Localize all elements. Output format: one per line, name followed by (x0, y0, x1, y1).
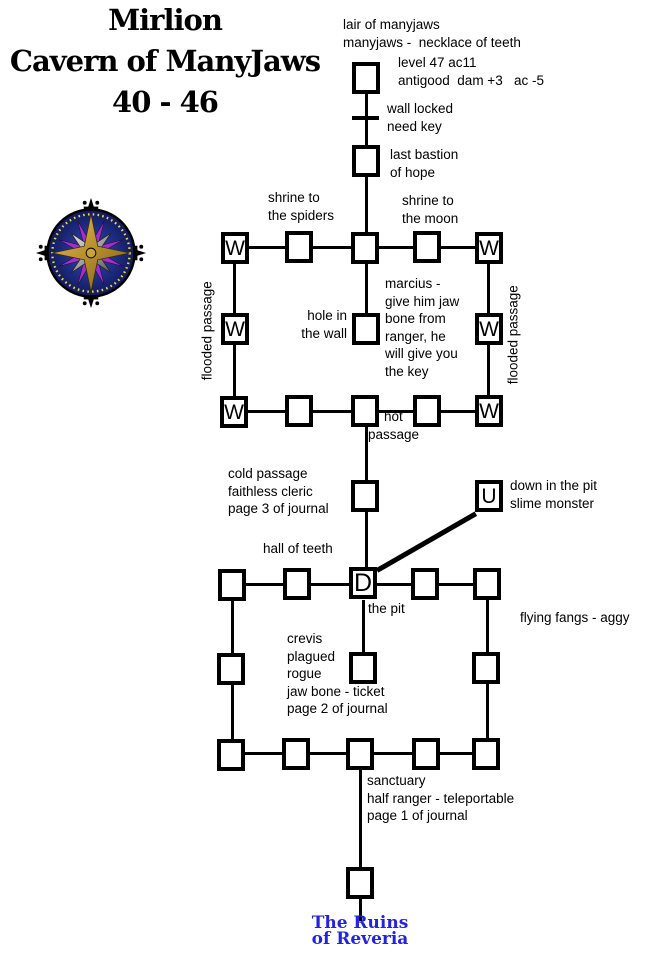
label-sanctuary (367, 772, 514, 825)
label-sanctuary-line: half ranger - teleportable (367, 790, 515, 806)
passage-line (441, 410, 475, 413)
room-shrine-to-the-moon (413, 231, 441, 263)
passage-line (365, 175, 368, 233)
map-title-line: Mirlion (108, 3, 222, 37)
label-last-bastion (390, 146, 458, 181)
label-down-in-pit (510, 477, 597, 512)
label-marcius-line: bone from (385, 311, 446, 326)
label-wall-locked-line: need key (387, 118, 442, 134)
label-the-pit (368, 600, 405, 618)
label-wall-locked-line: wall locked (387, 101, 454, 116)
label-crevis-line: rogue (287, 666, 322, 681)
label-sanctuary-line: sanctuary (367, 773, 426, 788)
room-flooded-ne: W (475, 232, 503, 264)
room-lower-loop-e (472, 652, 500, 684)
label-hot-passage-line: passage (368, 426, 420, 442)
label-crevis-line: crevis (287, 631, 323, 646)
label-lair-of-manyjaws-line: lair of manyjaws (343, 17, 440, 32)
passage-line (440, 752, 472, 755)
room-sanctuary-room (346, 738, 374, 770)
passage-line (233, 345, 236, 396)
label-crevis-line: plagued (287, 648, 336, 664)
room-flooded-e: W (475, 313, 503, 345)
label-shrine-moon (402, 192, 458, 227)
label-boss-stats-line: antigood dam +3 ac -5 (398, 72, 544, 88)
passage-line (249, 246, 285, 249)
label-cold-passage-line: faithless cleric (228, 483, 313, 499)
label-hole-in-wall (280, 307, 347, 342)
room-lower-loop-w (217, 653, 245, 685)
label-cold-passage-line: cold passage (228, 466, 308, 481)
passage-line (486, 684, 489, 738)
label-shrine-spiders-line: the spiders (268, 207, 335, 223)
room-last-bastion-of-hope (352, 145, 380, 177)
room-flooded-sw: W (220, 396, 248, 428)
passage-line (441, 246, 475, 249)
label-flooded-passage-left (198, 275, 216, 387)
passage-line (377, 583, 411, 586)
label-last-bastion-line: of hope (390, 164, 436, 180)
label-shrine-spiders (268, 189, 334, 224)
room-hall-of-teeth-4 (411, 568, 439, 600)
passage-line (233, 264, 236, 313)
label-sanctuary-line: page 1 of journal (367, 808, 468, 823)
passage-line (486, 600, 489, 652)
ruins-of-reveria-link-line: of Reveria (311, 929, 409, 949)
label-the-pit-line: the pit (368, 601, 405, 616)
label-marcius-line: will give you (385, 346, 458, 361)
label-lair-of-manyjaws-line: manyjaws - necklace of teeth (343, 34, 521, 50)
label-boss-stats (398, 54, 544, 89)
label-marcius (385, 275, 459, 380)
room-shrine-to-the-spiders (285, 231, 313, 263)
room-cold-passage-room (351, 480, 379, 512)
label-last-bastion-line: last bastion (390, 147, 459, 162)
passage-line (311, 583, 349, 586)
passage-line (365, 264, 368, 313)
locked-door-tick (352, 116, 379, 120)
passage-line (487, 345, 490, 396)
label-down-in-pit-line: slime monster (510, 495, 595, 511)
label-hall-of-teeth (263, 540, 333, 558)
passage-line (313, 246, 351, 249)
room-flooded-w: W (221, 313, 249, 345)
passage-line (487, 264, 490, 313)
label-hall-of-teeth-line: hall of teeth (263, 541, 333, 556)
passage-line (248, 410, 285, 413)
label-shrine-moon-line: the moon (402, 210, 459, 226)
passage-line (373, 752, 412, 755)
label-lair-of-manyjaws (343, 16, 521, 51)
ruins-of-reveria-link[interactable] (300, 915, 420, 947)
passage-line (313, 410, 351, 413)
passage-line (379, 246, 413, 249)
label-cold-passage-line: page 3 of journal (228, 501, 329, 516)
label-down-in-pit-line: down in the pit (510, 478, 598, 493)
passage-line (246, 583, 283, 586)
room-flooded-nw: W (221, 232, 249, 264)
label-flying-fangs (520, 609, 630, 627)
label-marcius-line: the key (385, 363, 429, 379)
room-hall-of-teeth-1 (218, 569, 246, 601)
label-crevis-line: jaw bone - ticket (287, 683, 385, 699)
label-cold-passage (228, 465, 329, 518)
label-hot-passage-line: hot (384, 409, 403, 424)
map-title (0, 0, 330, 123)
label-boss-stats-line: level 47 ac11 (398, 55, 477, 70)
label-flying-fangs-line: flying fangs - aggy (520, 610, 630, 625)
label-crevis-line: page 2 of journal (287, 701, 388, 716)
room-ruins-exit (346, 867, 374, 899)
room-flooded-se: W (475, 395, 503, 427)
room-lower-loop-s5 (472, 738, 500, 770)
label-marcius-line: marcius - (385, 276, 441, 291)
passage-line (359, 770, 362, 867)
label-marcius-line: give him jaw (385, 293, 460, 309)
label-hot-passage (368, 408, 419, 443)
room-north-junction (351, 232, 379, 264)
label-flooded-passage-right-line: flooded passage (505, 285, 521, 385)
label-flooded-passage-left-line: flooded passage (199, 281, 215, 381)
room-hall-of-teeth-2 (283, 568, 311, 600)
passage-line (365, 512, 368, 568)
room-pit-up-exit: U (475, 480, 503, 512)
label-wall-locked (387, 100, 453, 135)
label-crevis (287, 630, 388, 718)
room-lower-loop-s4 (412, 738, 440, 770)
compass-rose-icon (33, 195, 149, 311)
room-lower-loop-s2 (282, 738, 310, 770)
room-hole-in-the-wall (352, 313, 380, 345)
map-title-line: 40 - 46 (112, 85, 218, 119)
label-flooded-passage-right (504, 279, 522, 391)
passage-line (231, 685, 234, 739)
label-hole-in-wall-line: hole in (307, 308, 347, 323)
room-hall-of-teeth-5 (473, 568, 501, 600)
pit-diagonal-passage-line (376, 512, 477, 573)
passage-line (231, 601, 234, 653)
label-marcius-line: ranger, he (385, 328, 446, 344)
label-shrine-moon-line: shrine to (402, 193, 454, 208)
ruins-of-reveria-link-line: The Ruins (311, 913, 409, 933)
passage-line (245, 752, 282, 755)
room-lower-loop-s1 (217, 739, 245, 771)
passage-line (310, 752, 346, 755)
room-the-pit-down: D (349, 567, 377, 599)
label-hole-in-wall-line: the wall (301, 325, 347, 341)
label-shrine-spiders-line: shrine to (268, 190, 320, 205)
room-lair-of-manyjaws (352, 62, 380, 94)
passage-line (439, 583, 473, 586)
room-upper-loop-s2 (285, 395, 313, 427)
map-title-line: Cavern of ManyJaws (9, 44, 321, 78)
